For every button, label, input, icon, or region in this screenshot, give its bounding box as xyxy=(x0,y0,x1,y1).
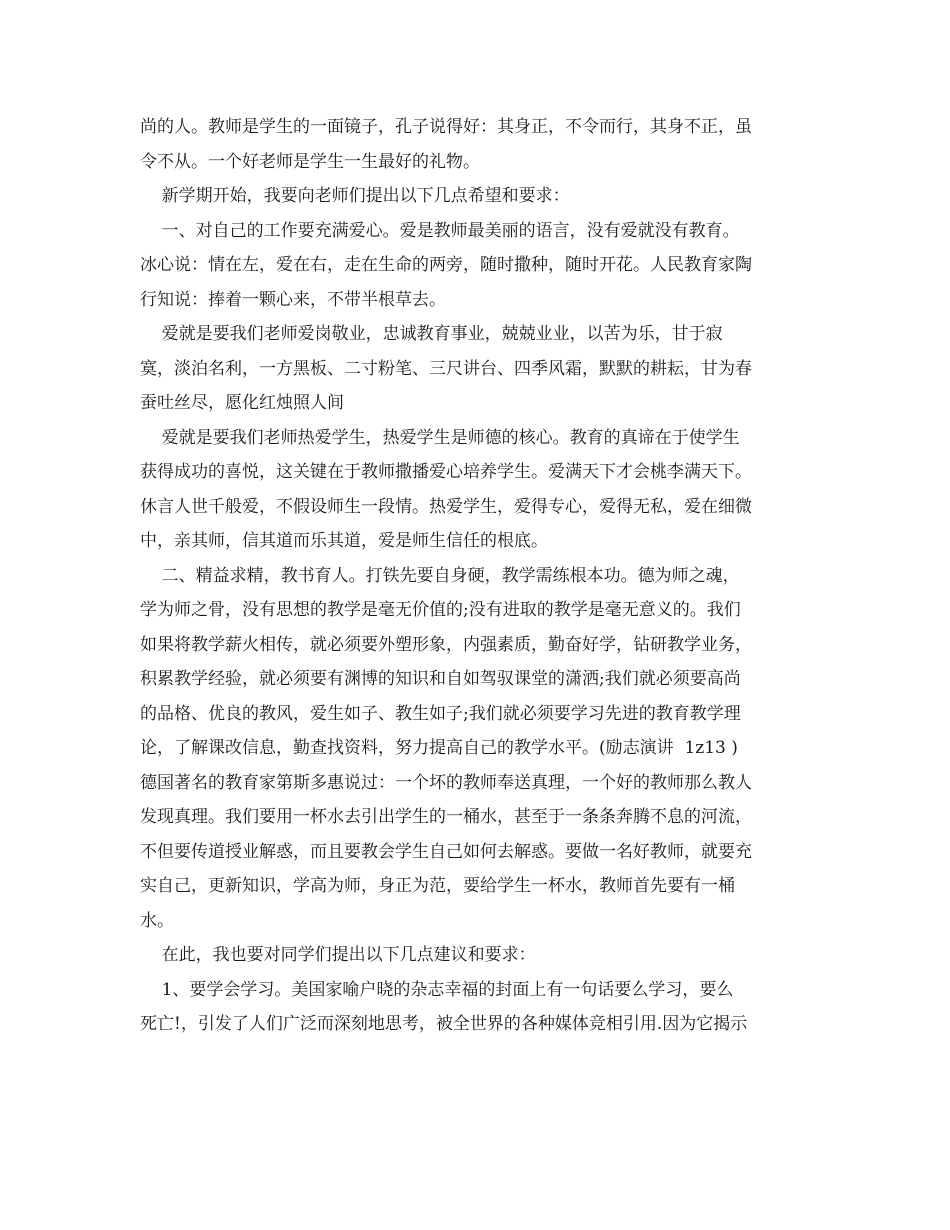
text-line: 不但要传道授业解惑，而且要教会学生自己如何去解惑。要做一名好教师，就要充 xyxy=(140,841,752,862)
text-line: 爱就是要我们老师爱岗敬业，忠诚教育事业，兢兢业业，以苦为乐，甘于寂 xyxy=(140,324,723,344)
text-line: 新学期开始，我要向老师们提出以下几点希望和要求： xyxy=(140,186,570,206)
text-line: 积累教学经验，就必须要有渊博的知识和自如驾驭课堂的潇洒;我们就必须要高尚 xyxy=(140,669,741,689)
text-line: 在此，我也要对同学们提出以下几点建议和要求： xyxy=(140,945,536,965)
text-line: 德国著名的教育家第斯多惠说过：一个坏的教师奉送真理，一个好的教师那么教人 xyxy=(140,772,752,793)
text-line: 学为师之骨，没有思想的教学是毫无价值的;没有进取的教学是毫无意义的。我们 xyxy=(140,600,741,620)
text-line: 死亡!，引发了人们广泛而深刻地思考，被全世界的各种媒体竞相引用.因为它揭示 xyxy=(140,1014,748,1034)
text-line: 行知说：捧着一颗心来，不带半根草去。 xyxy=(140,289,446,310)
text-line: 尚的人。教师是学生的一面镜子，孔子说得好：其身正，不令而行，其身不正，虽 xyxy=(140,117,752,137)
text-line: 令不从。一个好老师是学生一生最好的礼物。 xyxy=(140,151,480,172)
text-line: 二、精益求精，教书育人。打铁先要自身硬，教学需练根本功。德为师之魂， xyxy=(140,565,740,586)
text-line: 实自己，更新知识，学高为师，身正为范，要给学生一杯水，教师首先要有一桶 xyxy=(140,876,735,896)
text-line: 休言人世千般爱，不假设师生一段情。热爱学生，爱得专心，爱得无私，爱在细微 xyxy=(140,496,752,517)
text-line: 冰心说：情在左，爱在右，走在生命的两旁，随时撒种，随时开花。人民教育家陶 xyxy=(140,255,752,275)
text-line: 蚕吐丝尽，愿化红烛照人间 xyxy=(140,393,344,413)
text-line: 如果将教学薪火相传，就必须要外塑形象，内强素质，勤奋好学，钻研教学业务， xyxy=(140,634,752,655)
text-line: 发现真理。我们要用一杯水去引出学生的一桶水，甚至于一条条奔腾不息的河流， xyxy=(140,807,752,827)
body-text xyxy=(140,110,815,1042)
text-line: 中，亲其师，信其道而乐其道，爱是师生信任的根底。 xyxy=(140,531,548,551)
text-line: 的品格、优良的教风，爱生如子、教生如子;我们就必须要学习先进的教育教学理 xyxy=(140,703,741,724)
text-line: 爱就是要我们老师热爱学生，热爱学生是师德的核心。教育的真谛在于使学生 xyxy=(140,427,740,448)
text-line: 论，了解课改信息，勤查找资料，努力提高自己的教学水平。(励志演讲 1z13 ) xyxy=(140,738,738,758)
text-line: 寞，淡泊名利，一方黑板、二寸粉笔、三尺讲台、四季风霜，默默的耕耘，甘为春 xyxy=(140,358,752,379)
text-line: 一、对自己的工作要充满爱心。爱是教师最美丽的语言，没有爱就没有教育。 xyxy=(140,220,740,241)
text-line: 1、要学会学习。美国家喻户晓的杂志幸福的封面上有一句话要么学习，要么 xyxy=(140,979,734,1000)
text-line: 获得成功的喜悦，这关键在于教师撒播爱心培养学生。爱满天下才会桃李满天下。 xyxy=(140,462,752,482)
text-line: 水。 xyxy=(140,910,174,931)
